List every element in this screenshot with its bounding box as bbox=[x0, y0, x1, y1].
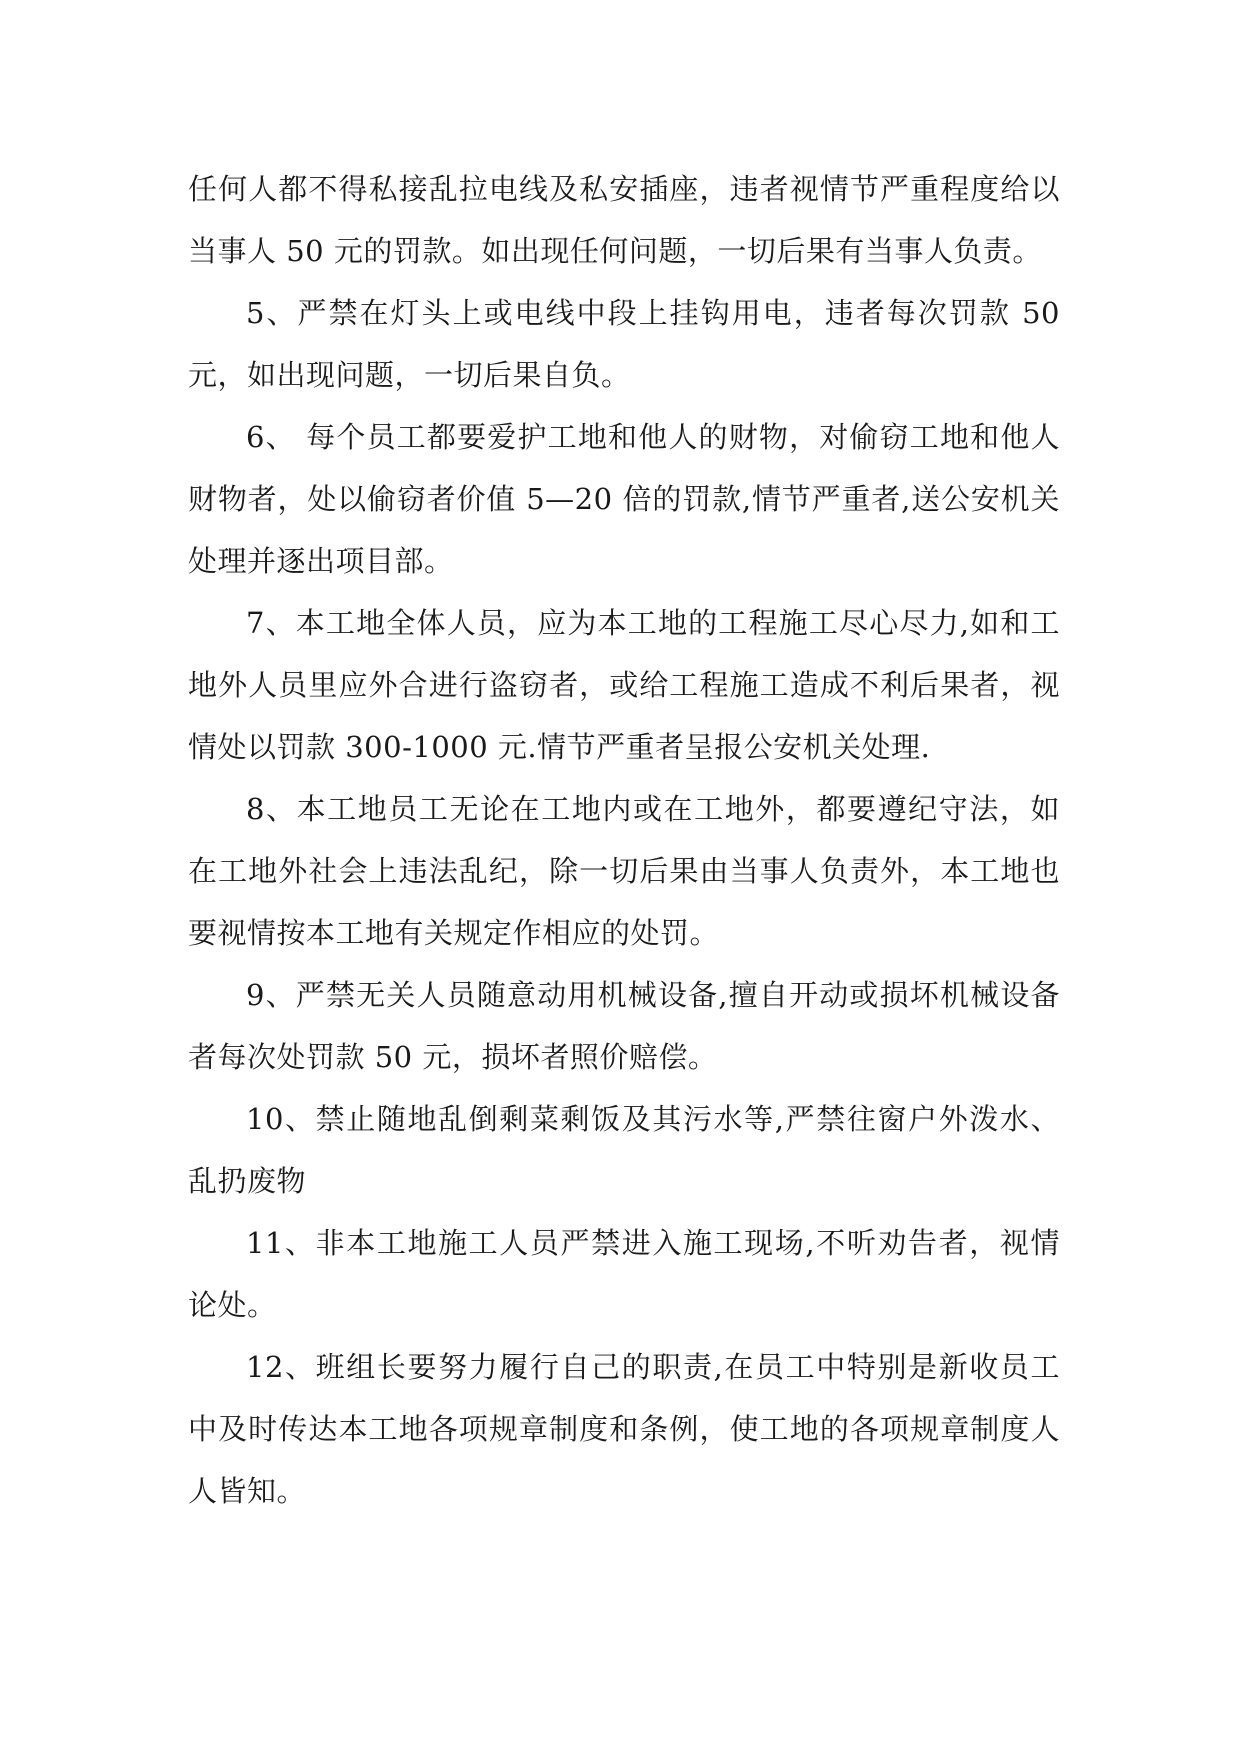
document-body bbox=[188, 158, 1060, 1522]
paragraph-rule-5: 5、严禁在灯头上或电线中段上挂钩用电，违者每次罚款 50 元，如出现问题，一切后果自负。 bbox=[188, 296, 1060, 392]
paragraph-rule-6: 6、 每个员工都要爱护工地和他人的财物，对偷窃工地和他人财物者，处以偷窃者价值 5—20 倍的罚款,情节严重者,送公安机关处理并逐出项目部。 bbox=[188, 420, 1060, 578]
paragraph-rule-10: 10、禁止随地乱倒剩菜剩饭及其污水等,严禁往窗户外泼水、乱扔废物 bbox=[188, 1102, 1060, 1198]
paragraph-rule-8: 8、本工地员工无论在工地内或在工地外，都要遵纪守法，如在工地外社会上违法乱纪，除一切后果由当事人负责外，本工地也要视情按本工地有关规定作相应的处罚。 bbox=[188, 792, 1060, 950]
paragraph-rule-11: 11、非本工地施工人员严禁进入施工现场,不听劝告者，视情论处。 bbox=[188, 1226, 1060, 1322]
paragraph-rule-9: 9、严禁无关人员随意动用机械设备,擅自开动或损坏机械设备者每次处罚款 50 元，损坏者照价赔偿。 bbox=[188, 978, 1060, 1074]
paragraph-rule-7: 7、本工地全体人员，应为本工地的工程施工尽心尽力,如和工地外人员里应外合进行盗窃者，或给工程施工造成不利后果者，视情处以罚款 300-1000 元.情节严重者呈报公安机关处理. bbox=[188, 606, 1060, 764]
paragraph-rule-12: 12、班组长要努力履行自己的职责,在员工中特别是新收员工中及时传达本工地各项规章制度和条例，使工地的各项规章制度人人皆知。 bbox=[188, 1350, 1060, 1508]
paragraph-continuation: 任何人都不得私接乱拉电线及私安插座，违者视情节严重程度给以当事人 50 元的罚款。如出现任何问题，一切后果有当事人负责。 bbox=[188, 172, 1060, 268]
